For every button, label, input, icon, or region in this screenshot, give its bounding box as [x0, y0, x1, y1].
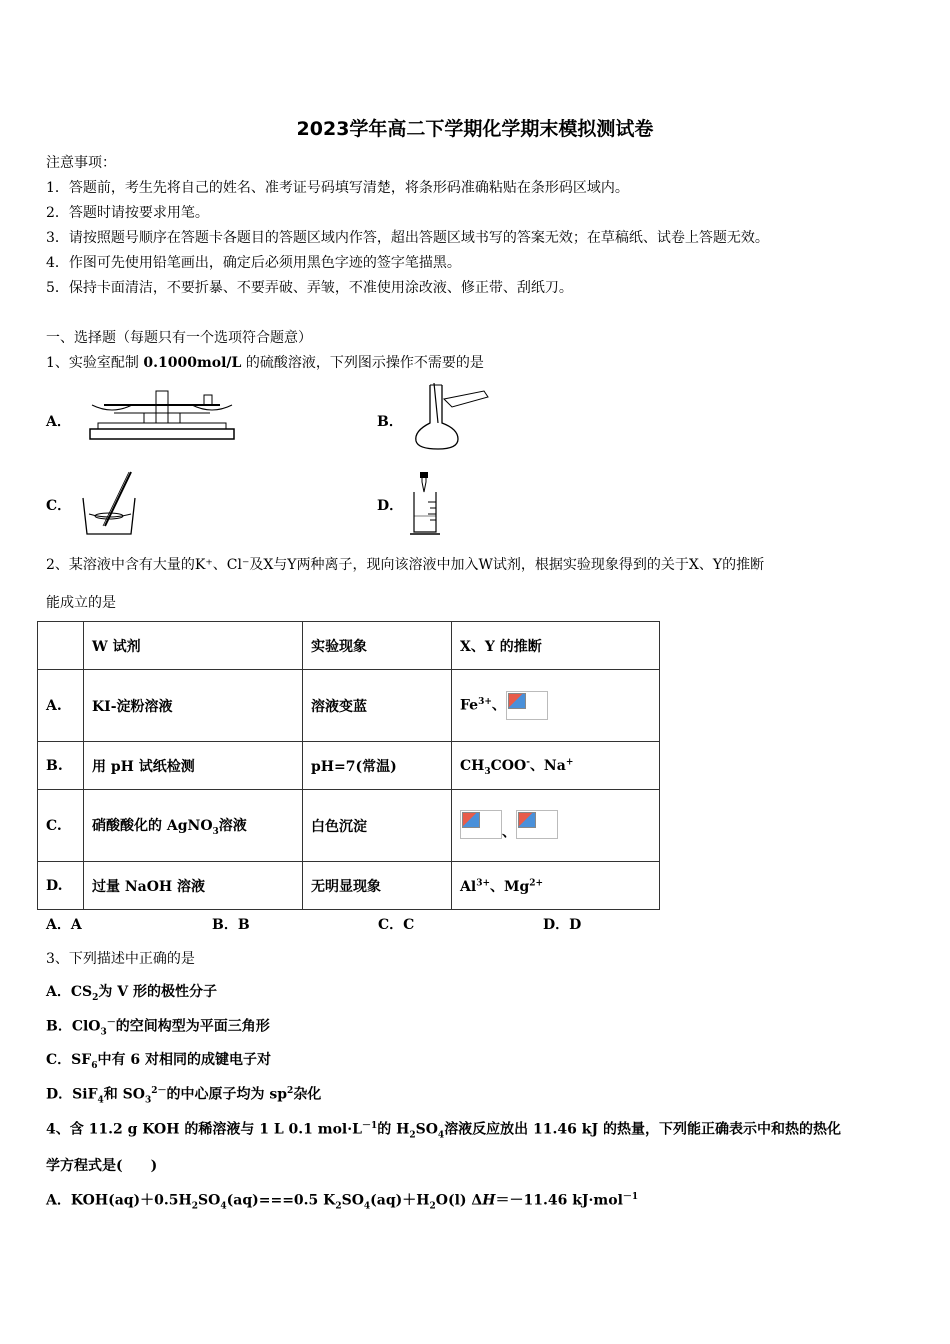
q1-option-a-label: A．	[46, 414, 71, 430]
row-label: B.	[38, 742, 84, 790]
phenomenon-cell: pH=7(常温)	[303, 742, 452, 790]
inference-cell: $Fe^{3+}$、	[452, 670, 660, 742]
q1-stem: 1、实验室配制 0.1000mol/L 的硫酸溶液，下列图示操作不需要的是	[46, 355, 484, 371]
q3-option-c: C．$SF_6$中有 6 对相同的成键电子对	[46, 1052, 271, 1071]
q2-stem: 2、某溶液中含有大量的K⁺、Cl⁻及X与Y两种离子，现向该溶液中加入W试剂，根据实验现象得到的关于X、Y的推断	[46, 557, 765, 573]
reagent-cell: KI-淀粉溶液	[84, 670, 303, 742]
q2-table	[37, 621, 660, 910]
notice-item: 2．答题时请按要求用笔。	[46, 205, 209, 221]
exam-title: 2023学年高二下学期化学期末模拟测试卷	[296, 118, 654, 140]
notice-item: 1．答题前，考生先将自己的姓名、准考证号码填写清楚，将条形码准确粘贴在条形码区域内。	[46, 180, 629, 196]
table-header-row	[38, 622, 660, 670]
notice-item: 4．作图可先使用铅笔画出，确定后必须用黑色字迹的签字笔描黑。	[46, 255, 461, 271]
q2-answer-d: D．D	[543, 917, 582, 933]
balance-icon	[84, 385, 240, 445]
phenomenon-cell: 白色沉淀	[303, 790, 452, 862]
q1-option-c-label: C．	[46, 498, 72, 514]
q2-answer-a: A．A	[46, 917, 82, 933]
inference-cell: $CH_3COO^-$、Na+	[452, 742, 660, 790]
q2-stem-cont: 能成立的是	[46, 595, 116, 611]
q1-option-b-label: B．	[377, 414, 403, 430]
q4-stem: 4、含 11.2 g KOH 的稀溶液与 1 L 0.1 $mol\cdot L^{-1}$的 $H_2SO_4$溶液反应放出 11.46 kJ 的热量，下列能正确表示中和热的热化	[46, 1121, 841, 1141]
row-label: C.	[38, 790, 84, 862]
phenomenon-cell: 溶液变蓝	[303, 670, 452, 742]
q4-stem-cont: 学方程式是( )	[46, 1158, 158, 1174]
notice-item: 3．请按照题号顺序在答题卡各题目的答题区域内作答，超出答题区域书写的答案无效；在草稿纸、试卷上答题无效。	[46, 230, 769, 246]
graduated-cylinder-icon	[404, 472, 444, 536]
inference-cell: $Al^{3+}$、$Mg^{2+}$	[452, 862, 660, 910]
q4-option-a: A．$KOH(aq)+0.5H_2SO_4(aq)===0.5$ $K_2SO_4(aq)+H_2O(l)$ ΔH＝－11.46 kJ·mol$^{-1}$	[46, 1192, 639, 1212]
q2-answer-b: B．B	[212, 917, 250, 933]
phenomenon-cell: 无明显现象	[303, 862, 452, 910]
table-row	[38, 670, 660, 742]
volumetric-flask-icon	[408, 383, 492, 451]
table-header: 实验现象	[303, 622, 452, 670]
section-heading: 一、选择题（每题只有一个选项符合题意）	[46, 330, 312, 346]
missing-image-icon	[516, 810, 558, 839]
table-header: X、Y 的推断	[452, 622, 660, 670]
q3-option-a: A．$CS_2$为 V 形的极性分子	[46, 984, 218, 1003]
q3-option-d: D．SiF$_4$和 $SO_3^{2-}$的中心原子均为 $sp^2$杂化	[46, 1086, 322, 1106]
inference-cell: 、	[452, 790, 660, 862]
reagent-cell: 用 pH 试纸检测	[84, 742, 303, 790]
q1-option-d-label: D．	[377, 498, 404, 514]
notice-heading: 注意事项：	[46, 155, 116, 171]
missing-image-icon	[460, 810, 502, 839]
reagent-cell: 硝酸酸化的 AgNO$_3$溶液	[84, 790, 303, 862]
beaker-stirring-icon	[79, 470, 141, 536]
table-header: W 试剂	[84, 622, 303, 670]
q3-option-b: B．ClO$_3$－的空间构型为平面三角形	[46, 1018, 270, 1038]
table-row	[38, 790, 660, 862]
table-row	[38, 742, 660, 790]
notice-item: 5．保持卡面清洁，不要折暴、不要弄破、弄皱，不准使用涂改液、修正带、刮纸刀。	[46, 280, 573, 296]
table-row	[38, 862, 660, 910]
q3-stem: 3、下列描述中正确的是	[46, 951, 195, 967]
row-label: D.	[38, 862, 84, 910]
q2-answer-c: C．C	[378, 917, 415, 933]
missing-image-icon	[506, 691, 548, 720]
row-label: A.	[38, 670, 84, 742]
reagent-cell: 过量 NaOH 溶液	[84, 862, 303, 910]
